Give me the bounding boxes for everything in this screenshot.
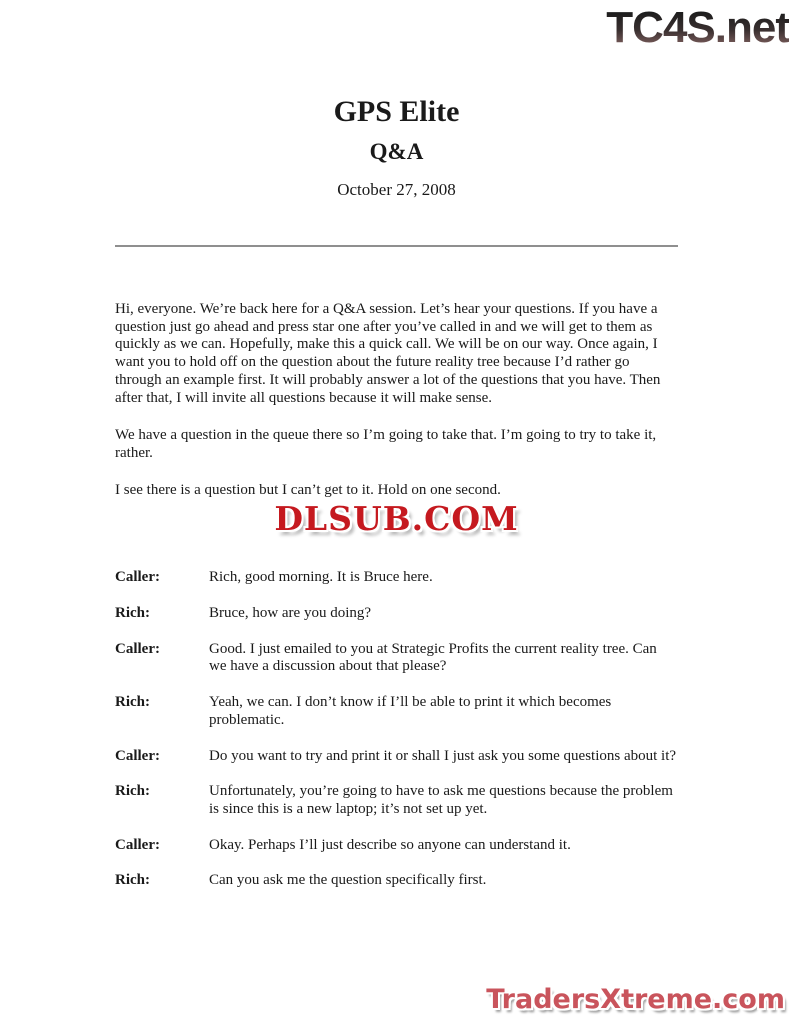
dialogue-row — [115, 837, 678, 855]
dialogue-row — [115, 569, 678, 587]
dialogue-row — [115, 605, 678, 623]
tc4s-watermark-logo: TC4S.net — [606, 3, 789, 52]
dialogue-text: Rich, good morning. It is Bruce here. — [209, 569, 433, 586]
dialogue-row — [115, 641, 678, 676]
dialogue-text: Unfortunately, you’re going to have to ask me questions because the problem is since this is a new laptop; it’s not set up yet. — [209, 783, 673, 817]
dialogue-text: Do you want to try and print it or shall I just ask you some questions about it? — [209, 747, 677, 764]
dialogue-row — [115, 748, 678, 766]
document-date: October 27, 2008 — [337, 180, 456, 199]
speaker-label: Caller: — [115, 836, 160, 853]
speaker-label: Rich: — [115, 694, 150, 711]
dialogue-row — [115, 694, 678, 729]
paragraph: We have a question in the queue there so I’m going to take that. I’m going to try to take it, rather. — [115, 427, 657, 461]
paragraph: I see there is a question but I can’t get to it. Hold on one second. — [115, 481, 501, 498]
tradersxtreme-watermark-logo: TradersXtreme.com — [486, 984, 785, 1015]
dlsub-watermark-logo: DLSUB.COM — [274, 499, 519, 539]
speaker-label: Caller: — [115, 569, 160, 586]
paragraph: Hi, everyone. We’re back here for a Q&A session. Let’s hear your questions. If you have a question just go ahead and press star one after you’ve called in and we will get to them as quickly as we can. Hopefully, make this a quick call. We will be on our way. Once again, I want you to hold off on the question about the future reality tree because I’d rather go through an example first. It will probably answer a lot of the questions that you have. Then after that, I will invite all questions because it will make sense. — [115, 301, 661, 406]
dialogue-text: Good. I just emailed to you at Strategic Profits the current reality tree. Can we have a discussion about that please? — [209, 640, 657, 675]
dialogue-transcript — [115, 569, 678, 890]
dlsub-watermark-container — [115, 500, 678, 538]
document-subtitle: Q&A — [369, 139, 424, 164]
dialogue-text: Can you ask me the question specifically first. — [209, 872, 487, 889]
dialogue-text: Yeah, we can. I don’t know if I’ll be able to print it which becomes problematic. — [209, 694, 612, 728]
document-title: GPS Elite — [333, 95, 460, 128]
dialogue-text: Bruce, how are you doing? — [209, 605, 372, 622]
document-body — [115, 0, 678, 908]
horizontal-divider — [115, 245, 678, 247]
intro-section — [115, 301, 678, 499]
speaker-label: Caller: — [115, 640, 160, 657]
speaker-label: Rich: — [115, 783, 150, 800]
speaker-label: Caller: — [115, 747, 160, 764]
dialogue-row — [115, 872, 678, 890]
speaker-label: Rich: — [115, 605, 150, 622]
dialogue-text: Okay. Perhaps I’ll just describe so anyone can understand it. — [209, 836, 571, 853]
speaker-label: Rich: — [115, 872, 150, 889]
dialogue-row — [115, 783, 678, 818]
